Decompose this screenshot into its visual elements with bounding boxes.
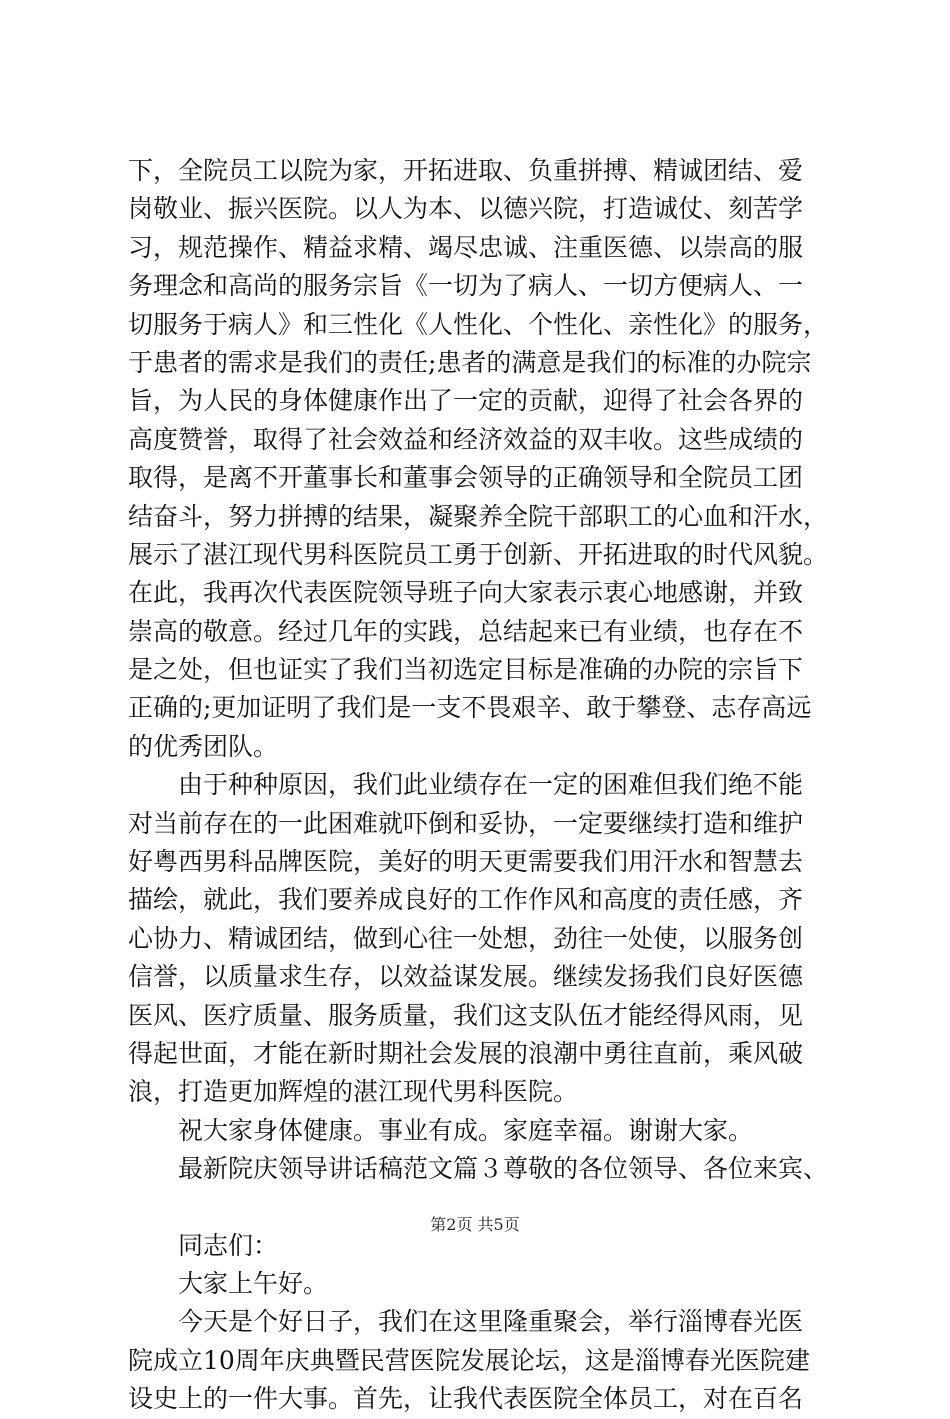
text-line: 展示了湛江现代男科医院员工勇于创新、开拓进取的时代风貌。 <box>128 539 829 569</box>
text-line: 在此，我再次代表医院领导班子向大家表示衷心地感谢，并致 <box>128 578 804 608</box>
text-line: 设史上的一件大事。首先，让我代表医院全体员工，对在百名 <box>128 1384 804 1414</box>
text-line: 切服务于病人》和三性化《人性化、个性化、亲性化》的服务， <box>128 309 829 339</box>
text-line: 务理念和高尚的服务宗旨《一切为了病人、一切方便病人、一 <box>128 271 804 301</box>
text-line: 高度赞誉，取得了社会效益和经济效益的双丰收。这些成绩的 <box>128 424 804 454</box>
text-line: 祝大家身体健康。事业有成。家庭幸福。谢谢大家。 <box>128 1115 754 1145</box>
text-line: 得起世面，才能在新时期社会发展的浪潮中勇往直前，乘风破 <box>128 1038 804 1068</box>
text-line: 今天是个好日子，我们在这里隆重聚会，举行淄博春光医 <box>128 1307 804 1337</box>
text-line: 院成立10周年庆典暨民营医院发展论坛，这是淄博春光医院建 <box>128 1345 810 1375</box>
text-line: 结奋斗，努力拼搏的结果，凝聚养全院干部职工的心血和汗水， <box>128 501 829 531</box>
text-line: 的优秀团队。 <box>128 731 279 761</box>
text-line: 好粤西男科品牌医院，美好的明天更需要我们用汗水和智慧去 <box>128 847 804 877</box>
page-footer: 第2页 共5页 <box>430 1215 520 1234</box>
text-line: 正确的;更加证明了我们是一支不畏艰辛、敢于攀登、志存高远 <box>128 693 812 723</box>
text-line: 下，全院员工以院为家，开拓进取、负重拼搏、精诚团结、爱 <box>128 156 804 185</box>
body-paragraphs-part1 <box>128 152 828 1189</box>
text-line: 取得，是离不开董事长和董事会领导的正确领导和全院员工团 <box>128 463 804 493</box>
text-line: 浪，打造更加辉煌的湛江现代男科医院。 <box>128 1077 579 1107</box>
text-line: 习，规范操作、精益求精、竭尽忠诚、注重医德、以崇高的服 <box>128 232 804 262</box>
text-line: 于患者的需求是我们的责任;患者的满意是我们的标准的办院宗 <box>128 347 812 377</box>
text-line: 描绘，就此，我们要养成良好的工作作风和高度的责任感，齐 <box>128 885 804 915</box>
text-line: 对当前存在的一此困难就吓倒和妥协，一定要继续打造和维护 <box>128 808 804 838</box>
body-paragraphs-part2 <box>128 1227 828 1419</box>
text-line: 是之处，但也证实了我们当初选定目标是准确的办院的宗旨下 <box>128 655 804 685</box>
text-line: 最新院庆领导讲话稿范文篇３尊敬的各位领导、各位来宾、 <box>128 1154 829 1184</box>
text-line: 医风、医疗质量、服务质量，我们这支队伍才能经得风雨，见 <box>128 1000 804 1030</box>
text-line: 旨，为人民的身体健康作出了一定的贡献，迎得了社会各界的 <box>128 386 804 416</box>
text-line: 同志们： <box>128 1230 279 1260</box>
text-line: 大家上午好。 <box>128 1268 329 1298</box>
text-line: 心协力、精诚团结，做到心往一处想，劲往一处使，以服务创 <box>128 923 804 953</box>
text-line: 岗敬业、振兴医院。以人为本、以德兴院，打造诚仗、刻苦学 <box>128 194 804 224</box>
text-line: 崇高的敬意。经过几年的实践，总结起来已有业绩，也存在不 <box>128 616 804 646</box>
text-line: 由于种种原因，我们此业绩存在一定的困难但我们绝不能 <box>128 770 804 800</box>
text-line: 信誉，以质量求生存，以效益谋发展。继续发扬我们良好医德 <box>128 962 804 992</box>
